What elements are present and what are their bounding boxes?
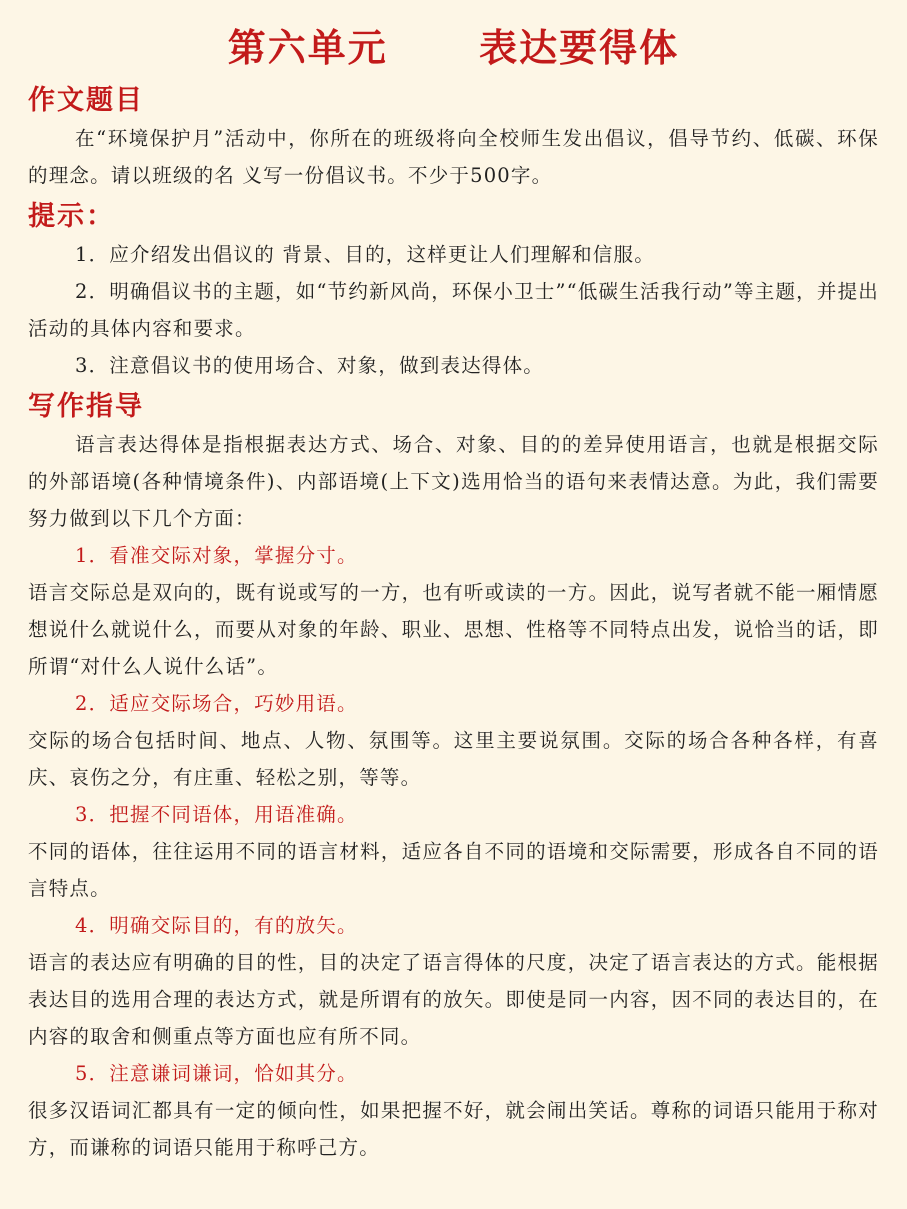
guide-point-body: 语言的表达应有明确的目的性，目的决定了语言得体的尺度，决定了语言表达的方式。能根据表达目的选用合理的表达方式，就是所谓有的放矢。即使是同一内容，因不同的表达目的，在内容的取舍和侧重点等方面也应有所不同。 [28,951,879,1048]
section-heading-guide: 写作指导 [28,391,144,422]
guide-point-body: 语言交际总是双向的，既有说或写的一方，也有听或读的一方。因此，说写者就不能一厢情愿想说什么就说什么，而要从对象的年龄、职业、思想、性格等不同特点出发，说恰当的话，即所谓“对什么人说什么话”。 [28,581,879,678]
page-title: 第六单元 表达要得体 [227,25,680,70]
section-heading-hints: 提示： [28,201,115,232]
section-heading-topic: 作文题目 [28,85,144,116]
hint-item: 3．注意倡议书的使用场合、对象，做到表达得体。 [75,354,545,377]
topic-paragraph: 在“环境保护月”活动中，你所在的班级将向全校师生发出倡议，倡导节约、低碳、环保的理念。请以班级的名 义写一份倡议书。不少于500字。 [28,127,879,187]
guide-point-body: 很多汉语词汇都具有一定的倾向性，如果把握不好，就会闹出笑话。尊称的词语只能用于称对方，而谦称的词语只能用于称呼己方。 [28,1099,879,1159]
guide-point-title: 3．把握不同语体，用语准确。 [75,803,358,826]
guide-intro-paragraph: 语言表达得体是指根据表达方式、场合、对象、目的的差异使用语言，也就是根据交际的外部语境(各种情境条件)、内部语境(上下文)选用恰当的语句来表情达意。为此，我们需要努力做到以下几个方面： [28,433,879,530]
hint-item: 1．应介绍发出倡议的 背景、目的，这样更让人们理解和信服。 [75,243,655,266]
hint-item: 2．明确倡议书的主题，如“节约新风尚，环保小卫士”“低碳生活我行动”等主题，并提出活动的具体内容和要求。 [28,280,879,340]
guide-point-title: 2．适应交际场合，巧妙用语。 [75,692,358,715]
guide-point-body: 交际的场合包括时间、地点、人物、氛围等。这里主要说氛围。交际的场合各种各样，有喜庆、哀伤之分，有庄重、轻松之别，等等。 [28,729,879,789]
guide-point-title: 4．明确交际目的，有的放矢。 [75,914,358,937]
guide-point-body: 不同的语体，往往运用不同的语言材料，适应各自不同的语境和交际需要，形成各自不同的语言特点。 [28,840,879,900]
guide-point-title: 5．注意谦词谦词，恰如其分。 [75,1062,358,1085]
guide-point-title: 1．看准交际对象，掌握分寸。 [75,544,358,567]
